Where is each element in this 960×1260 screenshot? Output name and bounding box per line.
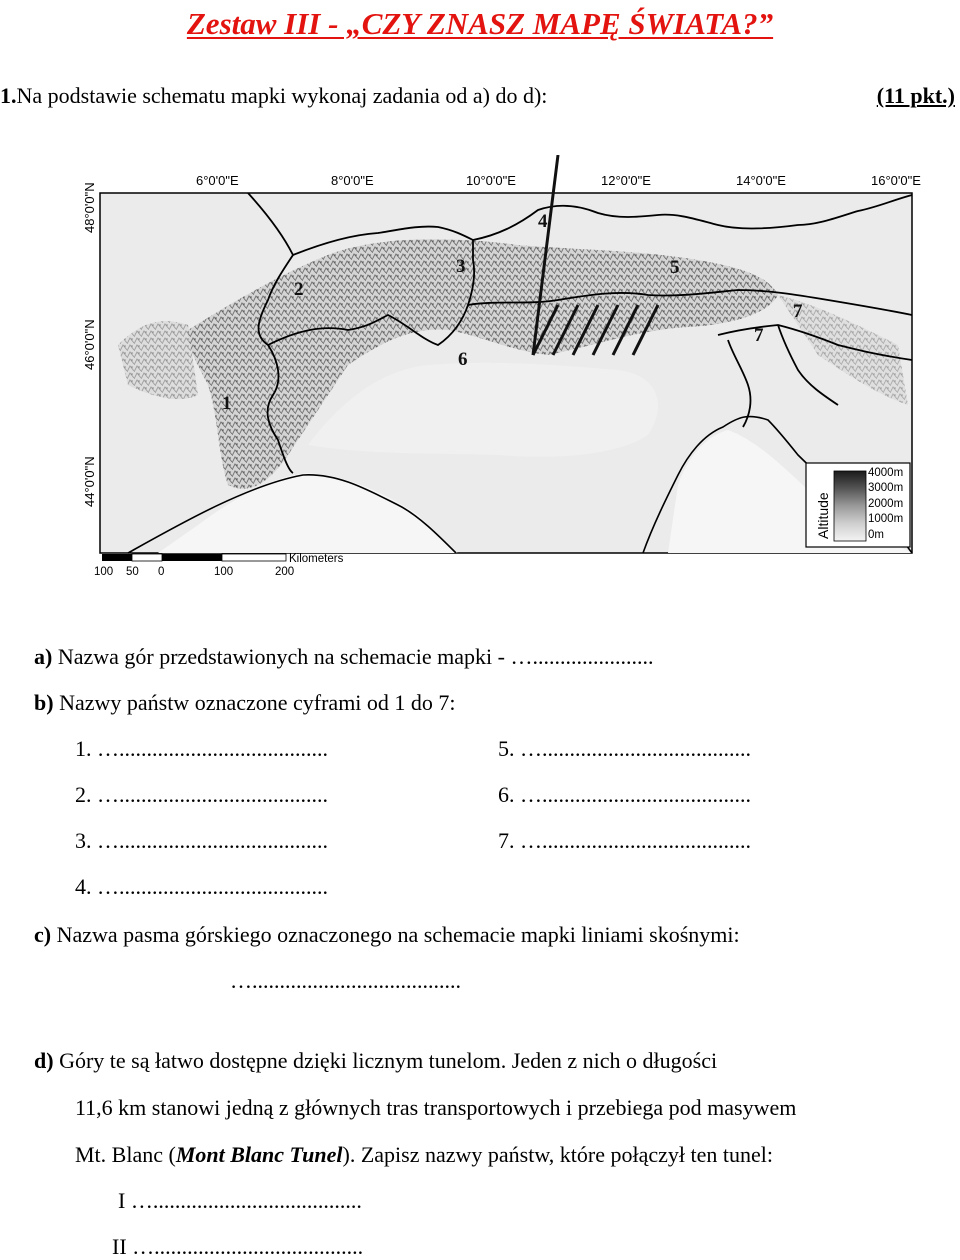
question-a-label: a) bbox=[34, 644, 53, 669]
svg-text:200: 200 bbox=[275, 566, 295, 578]
answer-b-7[interactable]: 7. …...................................... bbox=[498, 828, 751, 853]
question-d-line3: Mt. Blanc (Mont Blanc Tunel). Zapisz nazwy państw, które połączył ten tunel: bbox=[75, 1142, 773, 1167]
answer-b-6[interactable]: 6. …...................................... bbox=[498, 782, 751, 807]
lat-label-44n: 44°0'0"N bbox=[82, 456, 97, 507]
svg-text:100: 100 bbox=[214, 566, 234, 578]
question-d bbox=[34, 1048, 717, 1074]
question-b bbox=[34, 690, 456, 716]
country-number-4: 4 bbox=[538, 211, 548, 232]
answer-b-3[interactable]: 3. …...................................... bbox=[75, 828, 328, 853]
task-instruction: Na podstawie schematu mapki wykonaj zadania od a) do d): bbox=[16, 83, 548, 108]
lon-label-16e: 16°0'0"E bbox=[871, 173, 921, 188]
svg-text:0m: 0m bbox=[868, 529, 884, 541]
scale-bar bbox=[94, 553, 344, 578]
answer-b-1[interactable]: 1. …...................................... bbox=[75, 736, 328, 761]
country-number-5: 5 bbox=[670, 257, 680, 278]
country-number-6: 6 bbox=[458, 349, 468, 370]
lon-label-12e: 12°0'0"E bbox=[601, 173, 651, 188]
answer-b-4[interactable]: 4. …...................................... bbox=[75, 874, 328, 899]
question-d-label: d) bbox=[34, 1048, 54, 1073]
svg-text:50: 50 bbox=[126, 566, 139, 578]
question-d-line2: 11,6 km stanowi jedną z głównych tras transportowych i przebiega pod masywem bbox=[75, 1095, 797, 1120]
country-number-1: 1 bbox=[222, 393, 232, 414]
lat-label-48n: 48°0'0"N bbox=[82, 182, 97, 233]
task-number: 1. bbox=[0, 83, 17, 108]
task-points: (11 pkt.) bbox=[876, 83, 955, 108]
question-d-line1: Góry te są łatwo dostępne dzięki licznym tunelom. Jeden z nich o długości bbox=[59, 1048, 718, 1073]
answer-c[interactable]: …...................................... bbox=[230, 968, 461, 993]
country-number-7a: 7 bbox=[793, 301, 803, 322]
lat-label-46n: 46°0'0"N bbox=[82, 319, 97, 370]
question-a-text: Nazwa gór przedstawionych na schemacie mapki - …...................... bbox=[57, 644, 654, 669]
answer-d-1[interactable]: I …...................................... bbox=[118, 1188, 362, 1213]
mont-blanc-tunnel: Mont Blanc Tunel bbox=[175, 1142, 343, 1167]
country-number-3: 3 bbox=[456, 256, 466, 277]
svg-text:3000m: 3000m bbox=[868, 482, 904, 494]
answer-d-2[interactable]: II …...................................... bbox=[112, 1234, 364, 1259]
lon-label-8e: 8°0'0"E bbox=[331, 173, 374, 188]
answer-b-5[interactable]: 5. …...................................... bbox=[498, 736, 751, 761]
svg-text:1000m: 1000m bbox=[868, 513, 904, 525]
question-a bbox=[34, 644, 653, 670]
question-b-label: b) bbox=[34, 690, 54, 715]
svg-text:2000m: 2000m bbox=[868, 498, 904, 510]
svg-text:Kilometers: Kilometers bbox=[289, 553, 344, 565]
task-1-header bbox=[0, 83, 960, 109]
legend-title: Altitude bbox=[815, 492, 831, 539]
lon-label-6e: 6°0'0"E bbox=[196, 173, 239, 188]
svg-text:0: 0 bbox=[158, 566, 165, 578]
svg-text:4000m: 4000m bbox=[868, 467, 904, 479]
question-b-text: Nazwy państw oznaczone cyframi od 1 do 7: bbox=[59, 690, 456, 715]
answer-b-2[interactable]: 2. …...................................... bbox=[75, 782, 328, 807]
question-c-label: c) bbox=[34, 922, 52, 947]
question-c-text: Nazwa pasma górskiego oznaczonego na schemacie mapki liniami skośnymi: bbox=[56, 922, 740, 947]
country-number-2: 2 bbox=[294, 279, 304, 300]
svg-text:100: 100 bbox=[94, 566, 114, 578]
page-title: Zestaw III - „CZY ZNASZ MAPĘ ŚWIATA?” bbox=[186, 6, 774, 41]
altitude-legend bbox=[806, 463, 910, 547]
alps-map bbox=[78, 155, 958, 585]
question-c bbox=[34, 922, 740, 948]
country-number-7b: 7 bbox=[754, 325, 764, 346]
lon-label-14e: 14°0'0"E bbox=[736, 173, 786, 188]
lon-label-10e: 10°0'0"E bbox=[466, 173, 516, 188]
